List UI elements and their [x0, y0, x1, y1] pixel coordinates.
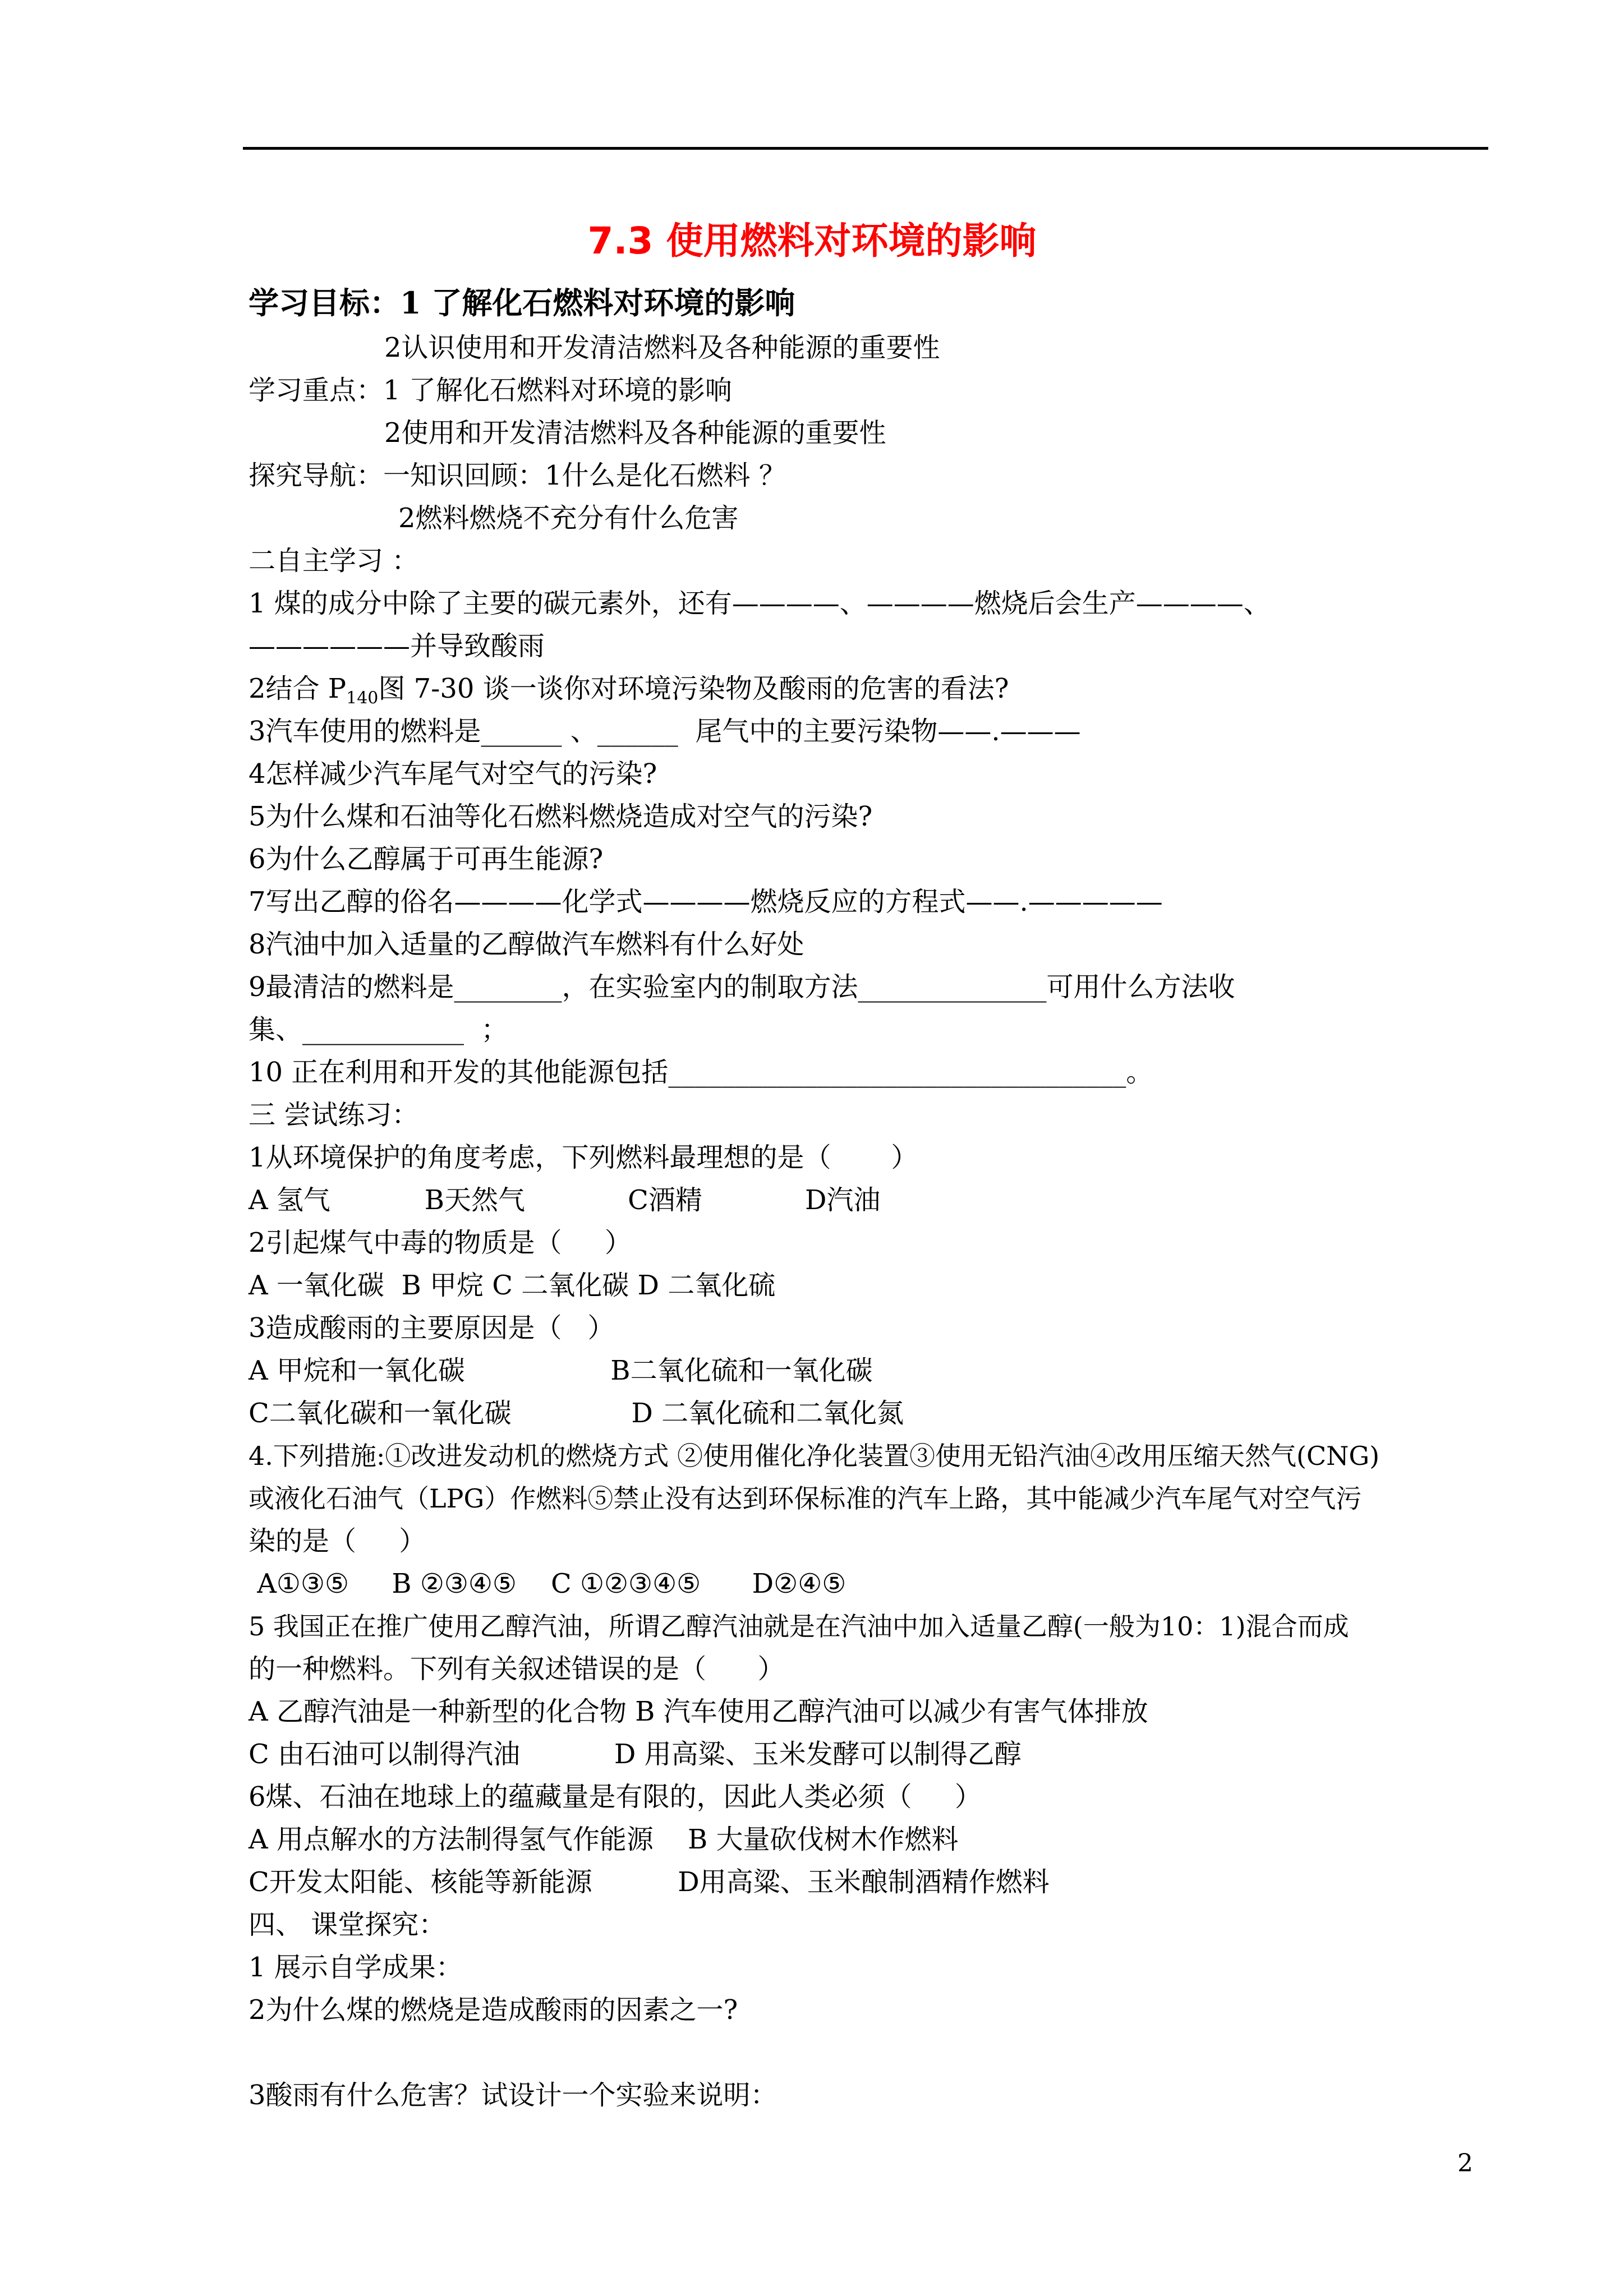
practice-q6-options-a: A 用点解水的方法制得氢气作能源 B 大量砍伐树木作燃料	[249, 1824, 959, 1855]
self-study-q2-sub: 140	[346, 688, 379, 708]
self-study-q5: 5为什么煤和石油等化石燃料燃烧造成对空气的污染?	[249, 801, 873, 832]
self-study-q9-b: 集、____________ ；	[249, 1014, 508, 1045]
practice-q2: 2引起煤气中毒的物质是（ ）	[249, 1227, 632, 1258]
practice-q5-b: 的一种燃料。下列有关叙述错误的是（ ）	[249, 1653, 785, 1685]
practice-q5-options-b: C 由石油可以制得汽油 D 用高粱、玉米发酵可以制得乙醇	[249, 1739, 1022, 1770]
practice-q5-options-a: A 乙醇汽油是一种新型的化合物 B 汽车使用乙醇汽油可以减少有害气体排放	[249, 1696, 1148, 1727]
self-study-q2-pre: 2结合 P	[249, 673, 347, 704]
self-study-q1-a: 1 煤的成分中除了主要的碳元素外，还有————、————燃烧后会生产————、	[249, 588, 1271, 619]
self-study-q2	[249, 672, 1009, 706]
header-rule	[243, 147, 1488, 150]
goals-line-1	[249, 286, 795, 321]
practice-q6: 6煤、石油在地球上的蕴藏量是有限的，因此人类必须（ ）	[249, 1781, 982, 1813]
practice-q3-options-a: A 甲烷和一氧化碳 B二氧化硫和一氧化碳	[249, 1355, 873, 1386]
self-study-q9-a: 9最清洁的燃料是________，在实验室内的制取方法______________可用什么方法收	[249, 971, 1235, 1003]
practice-q4-a: 4.下列措施:①改进发动机的燃烧方式 ②使用催化净化装置③使用无铅汽油④改用压缩天然气(CNG)	[249, 1441, 1380, 1471]
class-explore-q1: 1 展示自学成果：	[249, 1952, 463, 1983]
practice-q4-options: A①③⑤ B ②③④⑤ C ①②③④⑤ D②④⑤	[249, 1568, 846, 1599]
practice-heading: 三 尝试练习：	[249, 1099, 419, 1131]
self-study-q1-b: ——————并导致酸雨	[249, 630, 545, 662]
self-study-q3: 3汽车使用的燃料是______ 、______ 尾气中的主要污染物——.———	[249, 716, 1081, 747]
key-points-item-2: 2使用和开发清洁燃料及各种能源的重要性	[384, 417, 886, 449]
guide-item-1: 一知识回顾：1什么是化石燃料 ？	[383, 460, 786, 491]
self-study-q6: 6为什么乙醇属于可再生能源?	[249, 843, 604, 875]
key-points-line-1	[249, 374, 732, 407]
goals-label: 学习目标：	[249, 285, 400, 321]
key-points-label: 学习重点：	[249, 375, 384, 406]
goals-item-2: 2认识使用和开发清洁燃料及各种能源的重要性	[384, 332, 940, 363]
practice-q4-c: 染的是（ ）	[249, 1525, 426, 1557]
guide-label: 探究导航：	[249, 460, 384, 491]
practice-q3: 3造成酸雨的主要原因是（ ）	[249, 1312, 615, 1344]
self-study-q8: 8汽油中加入适量的乙醇做汽车燃料有什么好处	[249, 929, 804, 960]
page-title: 7.3 使用燃料对环境的影响	[587, 219, 1037, 262]
self-study-heading: 二自主学习 ：	[249, 545, 419, 577]
practice-q2-options: A 一氧化碳 B 甲烷 C 二氧化碳 D 二氧化硫	[249, 1270, 776, 1301]
self-study-q10: 10 正在利用和开发的其他能源包括__________________________________。	[249, 1057, 1153, 1088]
practice-q1: 1从环境保护的角度考虑，下列燃料最理想的是（ ）	[249, 1142, 918, 1173]
practice-q5-a: 5 我国正在推广使用乙醇汽油，所谓乙醇汽油就是在汽油中加入适量乙醇(一般为10：1)混合而成	[249, 1611, 1349, 1642]
class-explore-heading: 四、 课堂探究：	[249, 1909, 446, 1940]
guide-line-1	[249, 459, 786, 492]
self-study-q7: 7写出乙醇的俗名————化学式————燃烧反应的方程式——.—————	[249, 886, 1163, 918]
goals-item-1: 1 了解化石燃料对环境的影响	[400, 285, 795, 321]
self-study-q4: 4怎样减少汽车尾气对空气的污染?	[249, 758, 657, 790]
practice-q3-options-b: C二氧化碳和一氧化碳 D 二氧化硫和二氧化氮	[249, 1398, 904, 1429]
guide-item-2: 2燃料燃烧不充分有什么危害	[398, 502, 739, 534]
class-explore-q2: 2为什么煤的燃烧是造成酸雨的因素之一?	[249, 1994, 738, 2026]
practice-q1-options: A 氢气 B天然气 C酒精 D汽油	[249, 1184, 881, 1216]
page-number: 2	[1457, 2149, 1473, 2178]
key-points-item-1: 1 了解化石燃料对环境的影响	[383, 375, 732, 406]
practice-q6-options-b: C开发太阳能、核能等新能源 D用高粱、玉米酿制酒精作燃料	[249, 1866, 1050, 1898]
practice-q4-b: 或液化石油气（LPG）作燃料⑤禁止没有达到环保标准的汽车上路，其中能减少汽车尾气对空气污	[249, 1483, 1362, 1514]
class-explore-q3: 3酸雨有什么危害？试设计一个实验来说明：	[249, 2080, 778, 2111]
self-study-q2-post: 图 7-30 谈一谈你对环境污染物及酸雨的危害的看法?	[378, 673, 1009, 704]
